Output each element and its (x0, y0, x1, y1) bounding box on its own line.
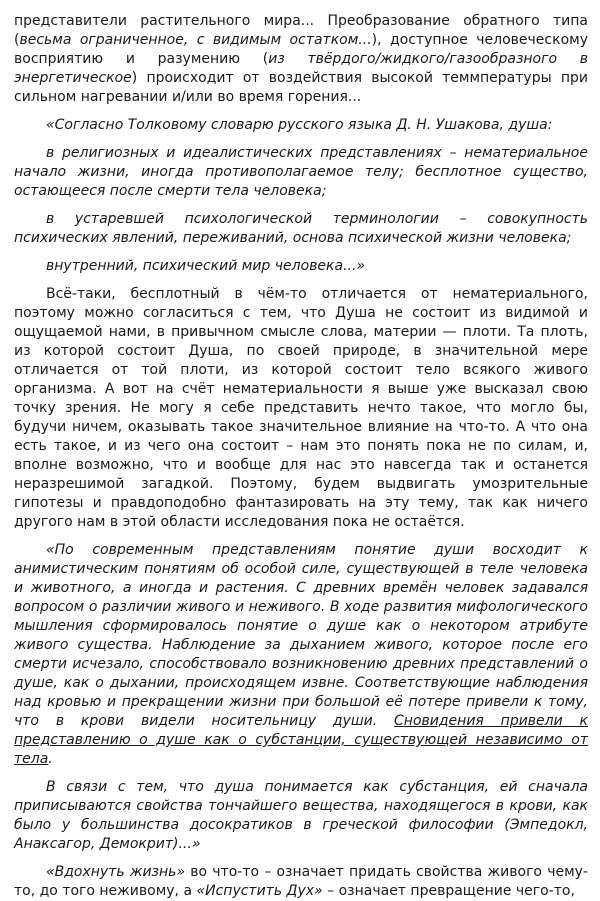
paragraph-breath (14, 863, 588, 901)
quote-definition-3: внутренний, психический мир человека...» (46, 258, 366, 274)
quote-modern-views (14, 541, 588, 769)
intro-text-1: представители растительного мира... Преобразование обратного типа ( (14, 13, 588, 48)
paragraph-intro (14, 12, 588, 107)
document-page (14, 12, 588, 901)
quote-substance: В связи с тем, что душа понимается как субстанция, ей сначала приписываются свойства тончайшего вещества, находящегося в крови, как было у большинства досократиков в греческой философии (Эмпедокл, Анаксагор, Демокрит)...» (14, 779, 588, 852)
intro-italic-1: весьма ограниченное, с видимым остатком... (19, 32, 372, 48)
breath-italic-1: «Вдохнуть жизнь» (46, 864, 186, 880)
quote-ushakov-intro: «Согласно Толковому словарю русского языка Д. Н. Ушакова, душа: (46, 117, 553, 133)
quote-underlined-text: Сновидения привели к представлению о душе как о субстанции, существующей независимо от тела (14, 713, 589, 767)
breath-italic-2: «Испустить Дух» (196, 883, 323, 899)
breath-text-2: – означает превращение чего-то, (322, 883, 575, 899)
quote-definition-1: в религиозных и идеалистических представлениях – нематериальное начало жизни, иногда противополагаемое телу; бесплотное существо, остающееся после смерти тела человека; (14, 145, 588, 199)
paragraph-body: Всё-таки, бесплотный в чём-то отличается от нематериального, поэтому можно согласиться с тем, что Душа не состоит из видимой и ощущаемой нами, в привычном смысле слова, материи — плоти. Та плоть, из которой состоит Душа, по своей природе, в значительной мере отличается от той плоти, из которой состоит тело всякого живого организма. А вот на счёт нематериальности я выше уже высказал свою точку зрения. Не могу я себе представить нечто такое, что могло бы, будучи ничем, оказывать такое значительное влияние на что-то. А что она есть такое, и из чего она состоит – нам это понять пока не по силам, и, вполне возможно, что и вообще для нас это навсегда так и останется неразрешимой загадкой. Поэтому, будем выдвигать умозрительные гипотезы и правдоподобно фантазировать на эту тему, так как ничего другого нам в этой области исследования пока не остаётся. (14, 286, 588, 530)
quote-definition-2: в устаревшей психологической терминологии – совокупность психических явлений, переживаний, основа психической жизни человека; (14, 211, 588, 246)
quote-modern-text: «По современным представлениям понятие души восходит к анимистическим понятиям об особой силе, существующей в теле человека и животного, а иногда и растения. С древних времён человек задавался вопросом о различии живого и неживого. В ходе развития мифологического мышления сформировалось понятие о душе как о некотором атрибуте живого существа. Наблюдение за дыханием живого, которое после его смерти исчезало, способствовало возникновению древних представлений о душе, как о дыхании, происходящем извне. Соответствующие наблюдения над кровью и прекращении жизни при большой её потере привели к тому, что в крови видели носительницу души. (14, 542, 588, 729)
intro-text-3: ) происходит от воздействия высокой теммпературы при сильном нагревании и/или во время горения... (14, 70, 588, 105)
quote-modern-end: . (48, 751, 53, 767)
intro-text-2: ), доступное человеческому восприятию и разумению ( (14, 32, 588, 67)
breath-text-1: во что-то – означает придать свойства живого чему-то, до того неживому, а (14, 864, 588, 899)
intro-italic-2: из твёрдого/жидкого/газообразного в энергетическое (14, 51, 588, 86)
